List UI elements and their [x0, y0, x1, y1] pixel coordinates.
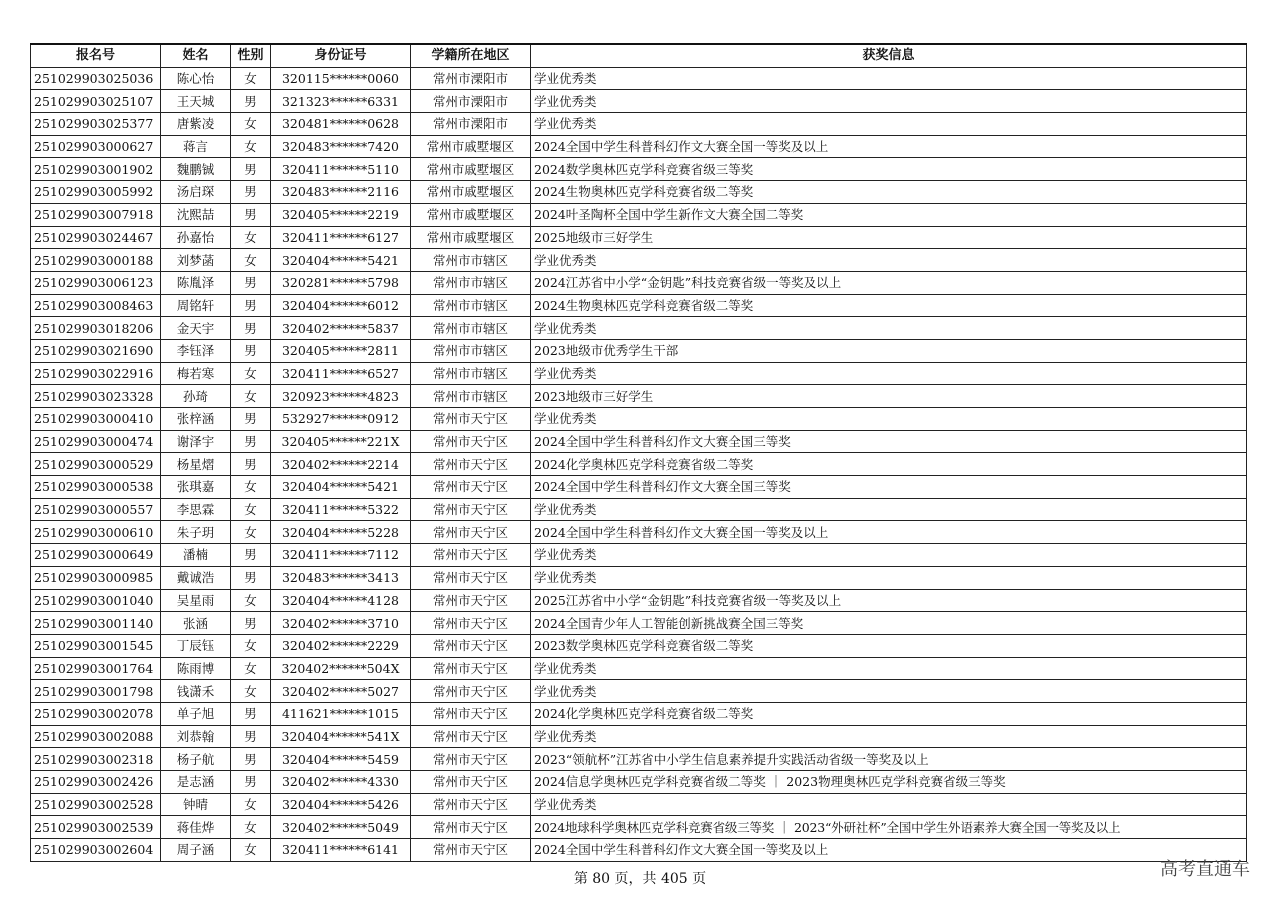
registration-no-cell: 251029903000538 — [31, 476, 161, 499]
id-number-cell: 320281******5798 — [271, 271, 411, 294]
id-number-cell: 320483******3413 — [271, 566, 411, 589]
region-cell: 常州市天宁区 — [411, 634, 531, 657]
registration-no-cell: 251029903002318 — [31, 748, 161, 771]
registration-no-cell: 251029903022916 — [31, 362, 161, 385]
name-cell: 刘恭翰 — [161, 725, 231, 748]
id-number-cell: 320404******5459 — [271, 748, 411, 771]
region-cell: 常州市市辖区 — [411, 317, 531, 340]
id-number-cell: 320411******5110 — [271, 158, 411, 181]
award-info-cell: 学业优秀类 — [531, 544, 1247, 567]
table-row — [31, 181, 1247, 204]
name-cell: 蒋佳烨 — [161, 816, 231, 839]
name-cell: 沈熙喆 — [161, 203, 231, 226]
table-row — [31, 90, 1247, 113]
table-header — [31, 44, 1247, 67]
award-info-cell: 2023地级市优秀学生干部 — [531, 339, 1247, 362]
registration-no-cell: 251029903001545 — [31, 634, 161, 657]
registration-no-cell: 251029903000985 — [31, 566, 161, 589]
id-number-cell: 321323******6331 — [271, 90, 411, 113]
id-number-cell: 320402******4330 — [271, 771, 411, 794]
region-cell: 常州市天宁区 — [411, 657, 531, 680]
name-cell: 谢泽宇 — [161, 430, 231, 453]
award-info-cell: 学业优秀类 — [531, 113, 1247, 136]
gender-cell: 男 — [231, 612, 271, 635]
award-info-cell: 学业优秀类 — [531, 657, 1247, 680]
region-cell: 常州市市辖区 — [411, 362, 531, 385]
award-info-cell: 学业优秀类 — [531, 408, 1247, 431]
id-number-cell: 411621******1015 — [271, 702, 411, 725]
award-info-cell: 2023“领航杯”江苏省中小学生信息素养提升实践活动省级一等奖及以上 — [531, 748, 1247, 771]
award-info-cell: 2025地级市三好学生 — [531, 226, 1247, 249]
registration-no-cell: 251029903002426 — [31, 771, 161, 794]
registration-no-cell: 251029903001902 — [31, 158, 161, 181]
gender-cell: 男 — [231, 408, 271, 431]
name-cell: 刘梦菡 — [161, 249, 231, 272]
table-row — [31, 816, 1247, 839]
id-number-cell: 320402******504X — [271, 657, 411, 680]
gender-cell: 女 — [231, 67, 271, 90]
table-row — [31, 498, 1247, 521]
award-info-cell: 学业优秀类 — [531, 680, 1247, 703]
registration-no-cell: 251029903024467 — [31, 226, 161, 249]
gender-cell: 男 — [231, 317, 271, 340]
table-row — [31, 158, 1247, 181]
registration-no-cell: 251029903005992 — [31, 181, 161, 204]
roster-table — [30, 43, 1247, 862]
name-cell: 潘楠 — [161, 544, 231, 567]
id-number-cell: 320481******0628 — [271, 113, 411, 136]
name-cell: 陈胤泽 — [161, 271, 231, 294]
award-info-cell: 2024江苏省中小学“金钥匙”科技竞赛省级一等奖及以上 — [531, 271, 1247, 294]
award-info-cell: 学业优秀类 — [531, 498, 1247, 521]
region-cell: 常州市市辖区 — [411, 271, 531, 294]
id-number-cell: 320404******6012 — [271, 294, 411, 317]
header-region: 学籍所在地区 — [411, 44, 531, 67]
id-number-cell: 320411******6141 — [271, 839, 411, 862]
gender-cell: 女 — [231, 498, 271, 521]
gender-cell: 男 — [231, 544, 271, 567]
award-info-cell: 学业优秀类 — [531, 67, 1247, 90]
registration-no-cell: 251029903000610 — [31, 521, 161, 544]
name-cell: 李钰泽 — [161, 339, 231, 362]
region-cell: 常州市天宁区 — [411, 430, 531, 453]
award-info-cell: 2024全国中学生科普科幻作文大赛全国三等奖 — [531, 476, 1247, 499]
registration-no-cell: 251029903025036 — [31, 67, 161, 90]
id-number-cell: 320402******5837 — [271, 317, 411, 340]
region-cell: 常州市天宁区 — [411, 839, 531, 862]
table-row — [31, 67, 1247, 90]
registration-no-cell: 251029903002078 — [31, 702, 161, 725]
table-row — [31, 203, 1247, 226]
name-cell: 单子旭 — [161, 702, 231, 725]
award-info-cell: 学业优秀类 — [531, 317, 1247, 340]
id-number-cell: 532927******0912 — [271, 408, 411, 431]
name-cell: 是志涵 — [161, 771, 231, 794]
region-cell: 常州市天宁区 — [411, 521, 531, 544]
id-number-cell: 320402******3710 — [271, 612, 411, 635]
gender-cell: 女 — [231, 793, 271, 816]
gender-cell: 男 — [231, 339, 271, 362]
region-cell: 常州市天宁区 — [411, 702, 531, 725]
region-cell: 常州市溧阳市 — [411, 90, 531, 113]
header-registration-no: 报名号 — [31, 44, 161, 67]
gender-cell: 男 — [231, 203, 271, 226]
gender-cell: 男 — [231, 453, 271, 476]
name-cell: 陈心怡 — [161, 67, 231, 90]
name-cell: 戴诚浩 — [161, 566, 231, 589]
region-cell: 常州市天宁区 — [411, 771, 531, 794]
table-row — [31, 634, 1247, 657]
gender-cell: 男 — [231, 748, 271, 771]
id-number-cell: 320402******5049 — [271, 816, 411, 839]
gender-cell: 男 — [231, 771, 271, 794]
name-cell: 丁辰钰 — [161, 634, 231, 657]
registration-no-cell: 251029903002088 — [31, 725, 161, 748]
registration-no-cell: 251029903000557 — [31, 498, 161, 521]
gender-cell: 男 — [231, 294, 271, 317]
registration-no-cell: 251029903007918 — [31, 203, 161, 226]
gender-cell: 女 — [231, 816, 271, 839]
watermark-text: 高考直通车 — [1160, 859, 1250, 880]
table-row — [31, 385, 1247, 408]
name-cell: 孙嘉怡 — [161, 226, 231, 249]
gender-cell: 男 — [231, 90, 271, 113]
region-cell: 常州市天宁区 — [411, 793, 531, 816]
region-cell: 常州市市辖区 — [411, 339, 531, 362]
award-info-cell: 学业优秀类 — [531, 362, 1247, 385]
region-cell: 常州市戚墅堰区 — [411, 226, 531, 249]
table-row — [31, 589, 1247, 612]
header-award-info: 获奖信息 — [531, 44, 1247, 67]
id-number-cell: 320404******5426 — [271, 793, 411, 816]
id-number-cell: 320405******2811 — [271, 339, 411, 362]
award-info-cell: 2024全国中学生科普科幻作文大赛全国三等奖 — [531, 430, 1247, 453]
award-info-cell: 2024化学奥林匹克学科竞赛省级二等奖 — [531, 702, 1247, 725]
registration-no-cell: 251029903000410 — [31, 408, 161, 431]
id-number-cell: 320405******221X — [271, 430, 411, 453]
gender-cell: 男 — [231, 271, 271, 294]
region-cell: 常州市天宁区 — [411, 612, 531, 635]
name-cell: 杨子航 — [161, 748, 231, 771]
gender-cell: 女 — [231, 521, 271, 544]
table-row — [31, 657, 1247, 680]
name-cell: 朱子玥 — [161, 521, 231, 544]
table-row — [31, 476, 1247, 499]
id-number-cell: 320923******4823 — [271, 385, 411, 408]
header-id-number: 身份证号 — [271, 44, 411, 67]
id-number-cell: 320402******2229 — [271, 634, 411, 657]
name-cell: 陈雨博 — [161, 657, 231, 680]
table-row — [31, 453, 1247, 476]
table-row — [31, 271, 1247, 294]
registration-no-cell: 251029903025107 — [31, 90, 161, 113]
table-row — [31, 294, 1247, 317]
gender-cell: 女 — [231, 113, 271, 136]
gender-cell: 女 — [231, 634, 271, 657]
table-row — [31, 408, 1247, 431]
registration-no-cell: 251029903023328 — [31, 385, 161, 408]
region-cell: 常州市市辖区 — [411, 385, 531, 408]
award-info-cell: 2024全国中学生科普科幻作文大赛全国一等奖及以上 — [531, 839, 1247, 862]
table-row — [31, 226, 1247, 249]
page-number: 第 80 页，共 405 页 — [573, 871, 707, 887]
registration-no-cell: 251029903001764 — [31, 657, 161, 680]
name-cell: 钱潇禾 — [161, 680, 231, 703]
name-cell: 魏鹏铖 — [161, 158, 231, 181]
id-number-cell: 320402******2214 — [271, 453, 411, 476]
name-cell: 张涵 — [161, 612, 231, 635]
gender-cell: 女 — [231, 589, 271, 612]
name-cell: 张琪嘉 — [161, 476, 231, 499]
registration-no-cell: 251029903002539 — [31, 816, 161, 839]
table-row — [31, 135, 1247, 158]
award-info-cell: 2024全国青少年人工智能创新挑战赛全国三等奖 — [531, 612, 1247, 635]
award-info-cell: 学业优秀类 — [531, 249, 1247, 272]
region-cell: 常州市天宁区 — [411, 680, 531, 703]
region-cell: 常州市天宁区 — [411, 476, 531, 499]
award-info-cell: 2023地级市三好学生 — [531, 385, 1247, 408]
header-name: 姓名 — [161, 44, 231, 67]
region-cell: 常州市天宁区 — [411, 544, 531, 567]
award-info-cell: 2024生物奥林匹克学科竞赛省级二等奖 — [531, 181, 1247, 204]
id-number-cell: 320115******0060 — [271, 67, 411, 90]
region-cell: 常州市天宁区 — [411, 566, 531, 589]
gender-cell: 女 — [231, 226, 271, 249]
region-cell: 常州市戚墅堰区 — [411, 135, 531, 158]
registration-no-cell: 251029903008463 — [31, 294, 161, 317]
name-cell: 唐紫凌 — [161, 113, 231, 136]
table-row — [31, 748, 1247, 771]
gender-cell: 男 — [231, 430, 271, 453]
name-cell: 金天宇 — [161, 317, 231, 340]
name-cell: 孙琦 — [161, 385, 231, 408]
region-cell: 常州市天宁区 — [411, 748, 531, 771]
registration-no-cell: 251029903000188 — [31, 249, 161, 272]
table-row — [31, 430, 1247, 453]
table-row — [31, 702, 1247, 725]
region-cell: 常州市戚墅堰区 — [411, 158, 531, 181]
table-row — [31, 566, 1247, 589]
region-cell: 常州市市辖区 — [411, 294, 531, 317]
region-cell: 常州市天宁区 — [411, 498, 531, 521]
award-info-cell: 2023数学奥林匹克学科竞赛省级二等奖 — [531, 634, 1247, 657]
id-number-cell: 320404******5421 — [271, 476, 411, 499]
region-cell: 常州市天宁区 — [411, 453, 531, 476]
name-cell: 吴星雨 — [161, 589, 231, 612]
name-cell: 张梓涵 — [161, 408, 231, 431]
table-row — [31, 612, 1247, 635]
registration-no-cell: 251029903006123 — [31, 271, 161, 294]
award-info-cell: 2024全国中学生科普科幻作文大赛全国一等奖及以上 — [531, 135, 1247, 158]
gender-cell: 女 — [231, 135, 271, 158]
id-number-cell: 320411******6127 — [271, 226, 411, 249]
award-info-cell: 学业优秀类 — [531, 725, 1247, 748]
region-cell: 常州市天宁区 — [411, 408, 531, 431]
gender-cell: 男 — [231, 158, 271, 181]
name-cell: 钟晴 — [161, 793, 231, 816]
table-row — [31, 339, 1247, 362]
name-cell: 梅若寒 — [161, 362, 231, 385]
region-cell: 常州市天宁区 — [411, 816, 531, 839]
registration-no-cell: 251029903000627 — [31, 135, 161, 158]
registration-no-cell: 251029903001040 — [31, 589, 161, 612]
name-cell: 王天城 — [161, 90, 231, 113]
registration-no-cell: 251029903021690 — [31, 339, 161, 362]
gender-cell: 女 — [231, 680, 271, 703]
region-cell: 常州市天宁区 — [411, 589, 531, 612]
registration-no-cell: 251029903018206 — [31, 317, 161, 340]
table-body — [31, 67, 1247, 861]
registration-no-cell: 251029903000529 — [31, 453, 161, 476]
id-number-cell: 320405******2219 — [271, 203, 411, 226]
award-info-cell: 学业优秀类 — [531, 566, 1247, 589]
table-row — [31, 249, 1247, 272]
gender-cell: 女 — [231, 657, 271, 680]
table-row — [31, 113, 1247, 136]
region-cell: 常州市溧阳市 — [411, 113, 531, 136]
id-number-cell: 320404******4128 — [271, 589, 411, 612]
award-info-cell: 2024化学奥林匹克学科竞赛省级二等奖 — [531, 453, 1247, 476]
award-info-cell: 2024全国中学生科普科幻作文大赛全国一等奖及以上 — [531, 521, 1247, 544]
table-row — [31, 317, 1247, 340]
gender-cell: 女 — [231, 362, 271, 385]
gender-cell: 男 — [231, 725, 271, 748]
table-row — [31, 771, 1247, 794]
name-cell: 周子涵 — [161, 839, 231, 862]
region-cell: 常州市戚墅堰区 — [411, 203, 531, 226]
award-info-cell: 2024生物奥林匹克学科竞赛省级二等奖 — [531, 294, 1247, 317]
name-cell: 周铭轩 — [161, 294, 231, 317]
name-cell: 汤启琛 — [161, 181, 231, 204]
table-row — [31, 544, 1247, 567]
registration-no-cell: 251029903002528 — [31, 793, 161, 816]
award-info-cell: 2024数学奥林匹克学科竞赛省级三等奖 — [531, 158, 1247, 181]
id-number-cell: 320411******6527 — [271, 362, 411, 385]
name-cell: 李思霖 — [161, 498, 231, 521]
table-row — [31, 680, 1247, 703]
header-row — [31, 44, 1247, 67]
table-row — [31, 725, 1247, 748]
name-cell: 蒋言 — [161, 135, 231, 158]
registration-no-cell: 251029903002604 — [31, 839, 161, 862]
gender-cell: 女 — [231, 476, 271, 499]
table-row — [31, 839, 1247, 862]
name-cell: 杨星熠 — [161, 453, 231, 476]
id-number-cell: 320411******5322 — [271, 498, 411, 521]
award-info-cell: 2024地球科学奥林匹克学科竞赛省级三等奖 ｜ 2023“外研社杯”全国中学生外语素养大赛全国一等奖及以上 — [531, 816, 1247, 839]
region-cell: 常州市溧阳市 — [411, 67, 531, 90]
header-gender: 性别 — [231, 44, 271, 67]
gender-cell: 女 — [231, 385, 271, 408]
id-number-cell: 320411******7112 — [271, 544, 411, 567]
award-info-cell: 学业优秀类 — [531, 793, 1247, 816]
id-number-cell: 320483******7420 — [271, 135, 411, 158]
table-row — [31, 793, 1247, 816]
gender-cell: 男 — [231, 702, 271, 725]
gender-cell: 女 — [231, 249, 271, 272]
award-info-cell: 2024信息学奥林匹克学科竞赛省级二等奖 ｜ 2023物理奥林匹克学科竞赛省级三等奖 — [531, 771, 1247, 794]
registration-no-cell: 251029903000649 — [31, 544, 161, 567]
table-row — [31, 362, 1247, 385]
award-info-cell: 2024叶圣陶杯全国中学生新作文大赛全国二等奖 — [531, 203, 1247, 226]
id-number-cell: 320404******5421 — [271, 249, 411, 272]
gender-cell: 男 — [231, 181, 271, 204]
table-row — [31, 521, 1247, 544]
gender-cell: 男 — [231, 566, 271, 589]
id-number-cell: 320404******5228 — [271, 521, 411, 544]
gender-cell: 女 — [231, 839, 271, 862]
id-number-cell: 320483******2116 — [271, 181, 411, 204]
region-cell: 常州市天宁区 — [411, 725, 531, 748]
registration-no-cell: 251029903000474 — [31, 430, 161, 453]
id-number-cell: 320402******5027 — [271, 680, 411, 703]
award-info-cell: 2025江苏省中小学“金钥匙”科技竞赛省级一等奖及以上 — [531, 589, 1247, 612]
registration-no-cell: 251029903001140 — [31, 612, 161, 635]
id-number-cell: 320404******541X — [271, 725, 411, 748]
registration-no-cell: 251029903001798 — [31, 680, 161, 703]
region-cell: 常州市戚墅堰区 — [411, 181, 531, 204]
registration-no-cell: 251029903025377 — [31, 113, 161, 136]
region-cell: 常州市市辖区 — [411, 249, 531, 272]
award-info-cell: 学业优秀类 — [531, 90, 1247, 113]
